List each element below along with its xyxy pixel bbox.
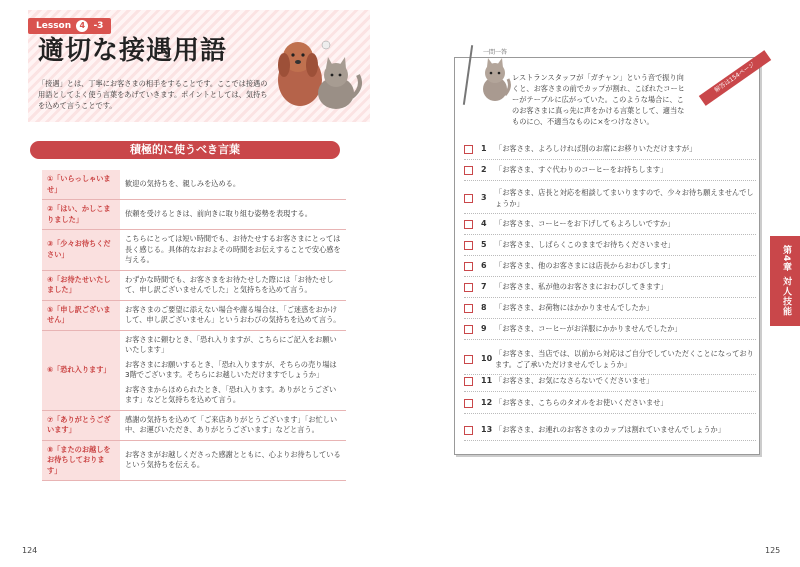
question-text: 「お客さま、お連れのお客さまのカップは割れていませんでしょうか」 bbox=[495, 425, 725, 434]
question-number: 13 bbox=[481, 425, 493, 434]
lesson-prefix: Lesson bbox=[36, 21, 72, 31]
question-text: 「お客さま、他のお客さまには店長からおわびします」 bbox=[495, 261, 675, 270]
question-text: 「お客さま、店長と対応を相談してまいりますので、少々お待ち願えませんでしょうか」 bbox=[495, 188, 754, 208]
question-number: 12 bbox=[481, 398, 493, 407]
phrase-description-line: こちらにとっては短い時間でも、お待たせするお客さまにとっては長く感じる。具体的なおおよその時間をお伝えすることで安心感を与える。 bbox=[125, 234, 341, 264]
answer-checkbox[interactable] bbox=[464, 145, 473, 154]
phrase-description-line: お客さまにお願いするとき、「恐れ入りますが、そちらの売り場は3階でございます。そちらにお越しいただけますでしょうか」 bbox=[125, 359, 337, 379]
question-text: 「お客さま、当店では、以前から対応はご自分でしていただくことになっております。ご了承いただけませんでしょうか」 bbox=[495, 349, 754, 369]
phrase-row bbox=[42, 330, 346, 410]
phrase-description-line: お客さまに頼むとき、「恐れ入りますが、こちらにご記入をお願いいたします」 bbox=[125, 334, 337, 354]
question-number: 8 bbox=[481, 303, 487, 312]
question-number: 4 bbox=[481, 219, 487, 228]
cat-illustration bbox=[475, 55, 513, 103]
page-number-right: 125 bbox=[765, 546, 781, 555]
answer-ribbon: 解答は154ページ bbox=[699, 50, 771, 106]
answer-checkbox[interactable] bbox=[464, 283, 473, 292]
phrase-description bbox=[120, 410, 346, 440]
question-number: 2 bbox=[481, 165, 487, 174]
question-text: 「お客さま、すぐ代わりのコーヒーをお持ちします」 bbox=[495, 165, 668, 174]
page-number-left: 124 bbox=[22, 546, 38, 555]
answer-checkbox[interactable] bbox=[464, 220, 473, 229]
phrase-row bbox=[42, 300, 346, 330]
question-item bbox=[464, 219, 756, 230]
flag-label: 一問一答 bbox=[483, 49, 508, 56]
question-item bbox=[464, 144, 756, 155]
phrase-description bbox=[120, 440, 346, 481]
question-number: 1 bbox=[481, 144, 487, 153]
question-number: 9 bbox=[481, 324, 487, 333]
question-text: 「お客さま、コーヒーがお洋服にかかりませんでしたか」 bbox=[495, 324, 682, 333]
section-heading: 積極的に使うべき言葉 bbox=[30, 141, 340, 159]
dog-and-cat-illustration bbox=[270, 35, 365, 115]
side-tab-label: 第4章 対人技能 bbox=[781, 245, 791, 317]
question-number: 3 bbox=[481, 193, 487, 203]
phrase-description bbox=[120, 300, 346, 330]
quiz-instruction: レストランスタッフが「ガチャン」という音で振り向くと、お客さまの前でカップが割れ、こぼれたコーヒーがテーブルに広がっていた。このような場合に、このお客さまに真っ先に声をかける言葉として、適当なものに○、不適当なものに×をつけなさい。 bbox=[512, 73, 685, 126]
phrases-table bbox=[42, 170, 346, 481]
question-number: 6 bbox=[481, 261, 487, 270]
question-text: 「お客さま、私が他のお客さまにおわびしてきます」 bbox=[495, 282, 668, 291]
phrase-key: ⑧「またのお越しをお待ちしております」 bbox=[42, 440, 120, 481]
answer-checkbox[interactable] bbox=[464, 355, 473, 364]
phrase-description-line: 感謝の気持ちを込めて「ご来店ありがとうございます」「お忙しい中、お運びいただき、ありがとうございます」などと言う。 bbox=[125, 414, 338, 434]
phrase-key: ②「はい、かしこまりました」 bbox=[42, 200, 120, 230]
question-number: 5 bbox=[481, 240, 487, 249]
phrase-row bbox=[42, 230, 346, 271]
question-item bbox=[464, 324, 756, 335]
answer-checkbox[interactable] bbox=[464, 194, 473, 203]
answer-checkbox[interactable] bbox=[464, 304, 473, 313]
phrase-row bbox=[42, 170, 346, 200]
question-item bbox=[464, 165, 756, 176]
answer-checkbox[interactable] bbox=[464, 166, 473, 175]
answer-checkbox[interactable] bbox=[464, 241, 473, 250]
question-number: 11 bbox=[481, 376, 493, 385]
question-item bbox=[464, 398, 756, 409]
question-text: 「お客さま、しばらくこのままでお待ちくださいませ」 bbox=[495, 240, 675, 249]
intro-text: 「接遇」とは、丁寧にお客さまの相手をすることです。ここでは接遇の用語としてよく使う言葉をあげていきます。ポイントとしては、気持ちを込めて言うことです。 bbox=[38, 79, 268, 110]
question-item bbox=[464, 261, 756, 272]
phrase-description bbox=[120, 200, 346, 230]
question-item bbox=[464, 349, 756, 370]
phrase-description bbox=[120, 330, 346, 410]
answer-checkbox[interactable] bbox=[464, 262, 473, 271]
phrase-row bbox=[42, 410, 346, 440]
phrase-key: ⑦「ありがとうございます」 bbox=[42, 410, 120, 440]
question-item bbox=[464, 282, 756, 293]
question-text: 「お客さま、コーヒーをお下げしてもよろしいですか」 bbox=[495, 219, 675, 228]
phrase-key: ⑤「申し訳ございません」 bbox=[42, 300, 120, 330]
phrase-description bbox=[120, 230, 346, 271]
question-item bbox=[464, 425, 756, 436]
phrase-row bbox=[42, 440, 346, 481]
lesson-suffix: -3 bbox=[93, 21, 104, 31]
question-text: 「お客さま、こちらのタオルをお使いくださいませ」 bbox=[495, 398, 668, 407]
question-text: 「お客さま、お荷物にはかかりませんでしたか」 bbox=[495, 303, 654, 312]
phrase-key: ④「お待たせいたしました」 bbox=[42, 270, 120, 300]
question-item bbox=[464, 188, 756, 209]
phrase-description-line: わずかな時間でも、お客さまをお待たせした際には「お待たせして、申し訳ございませんでした」と気持ちを込めて言う。 bbox=[125, 274, 334, 294]
page-title: 適切な接遇用語 bbox=[38, 36, 228, 66]
phrase-key: ①「いらっしゃいませ」 bbox=[42, 170, 120, 200]
answer-checkbox[interactable] bbox=[464, 426, 473, 435]
question-item bbox=[464, 376, 756, 387]
answer-checkbox[interactable] bbox=[464, 399, 473, 408]
question-number: 7 bbox=[481, 282, 487, 291]
question-number: 10 bbox=[481, 354, 493, 364]
phrase-description bbox=[120, 270, 346, 300]
phrase-description-line: お客さまのご要望に添えない場合や謝る場合は、「ご迷惑をおかけして、申し訳ございません」というおわびの気持ちを込めて言う。 bbox=[125, 304, 341, 324]
phrase-row bbox=[42, 270, 346, 300]
phrase-description-line: 歓迎の気持ちを、親しみを込める。 bbox=[125, 179, 241, 189]
lesson-number: 4 bbox=[76, 20, 88, 32]
answer-checkbox[interactable] bbox=[464, 377, 473, 386]
phrase-key: ③「少々お待ちください」 bbox=[42, 230, 120, 271]
phrase-description-line: お客さまがお越しくださった感謝とともに、心よりお待ちしているという気持ちを伝える。 bbox=[125, 449, 341, 470]
phrase-description bbox=[120, 170, 346, 200]
phrase-key: ⑥「恐れ入ります」 bbox=[42, 330, 120, 410]
answer-checkbox[interactable] bbox=[464, 325, 473, 334]
question-text: 「お客さま、よろしければ別のお席にお移りいただけますが」 bbox=[495, 144, 697, 153]
phrase-description-line: お客さまからほめられたとき、「恐れ入ります。ありがとうございます」などと気持ちを込めて言う。 bbox=[125, 384, 337, 404]
chapter-side-tab bbox=[770, 236, 800, 326]
question-item bbox=[464, 240, 756, 251]
phrase-description-line: 依頼を受けるときは、前向きに取り組む姿勢を表現する。 bbox=[125, 209, 312, 219]
question-text: 「お客さま、お気になさらないでくださいませ」 bbox=[495, 376, 654, 385]
question-item bbox=[464, 303, 756, 314]
phrase-row bbox=[42, 200, 346, 230]
